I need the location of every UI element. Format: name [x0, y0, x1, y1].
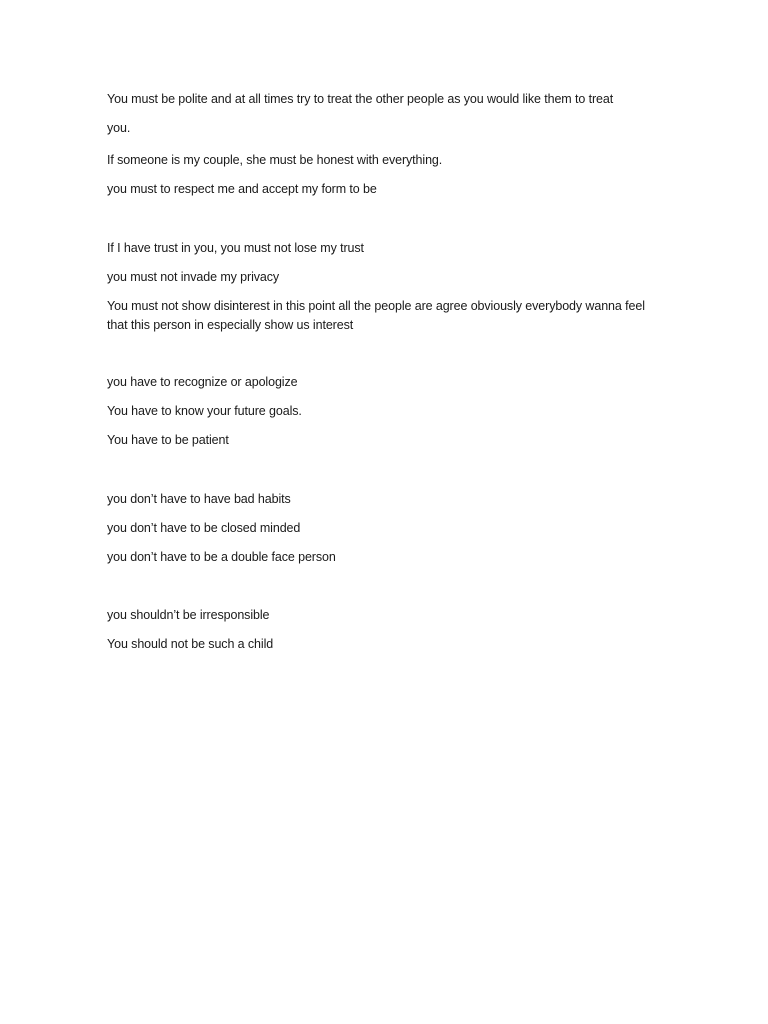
paragraph-line: If I have trust in you, you must not lose my trust — [107, 241, 364, 255]
paragraph-line: you. — [107, 121, 131, 135]
paragraph-line: you shouldn’t be irresponsible — [107, 608, 270, 622]
paragraph-line: You have to know your future goals. — [107, 404, 302, 418]
paragraph-line: you don’t have to be closed minded — [107, 521, 301, 535]
paragraph-line: you must to respect me and accept my form to be — [107, 182, 377, 196]
paragraph-line: you have to recognize or apologize — [107, 375, 298, 389]
paragraph-line: you don’t have to have bad habits — [107, 492, 291, 506]
paragraph-line: You should not be such a child — [107, 637, 274, 651]
paragraph-line: You must be polite and at all times try to treat the other people as you would like them to treat — [107, 92, 614, 106]
paragraph-line: you must not invade my privacy — [107, 270, 280, 284]
paragraph-line: If someone is my couple, she must be honest with everything. — [107, 153, 443, 167]
paragraph-line: you don’t have to be a double face person — [107, 550, 336, 564]
paragraph-line: You have to be patient — [107, 433, 229, 447]
paragraph-line: You must not show disinterest in this point all the people are agree obviously everybody wanna feel that this person in especially show us interest — [107, 299, 645, 332]
